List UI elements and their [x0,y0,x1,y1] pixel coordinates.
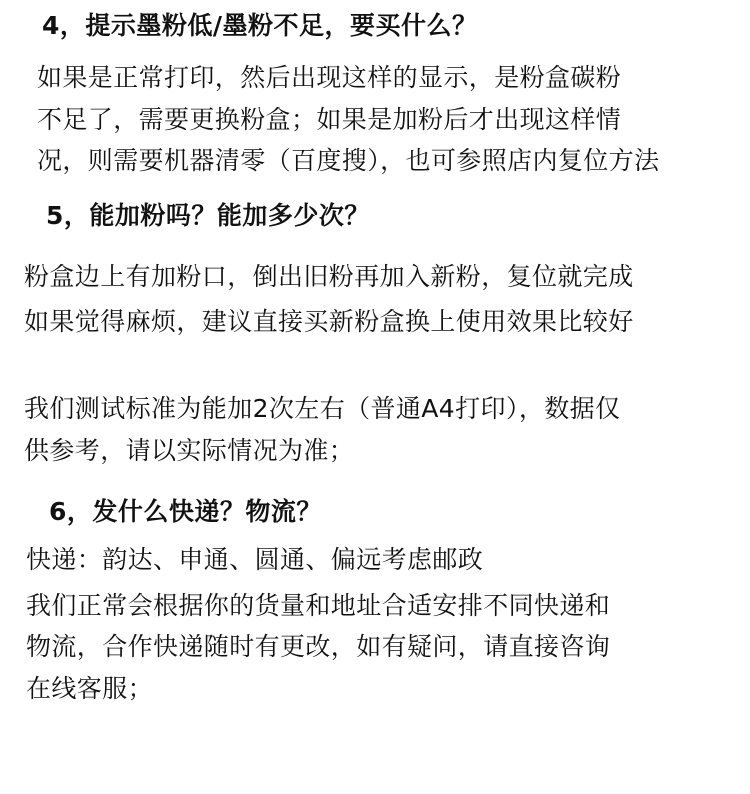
section-6-text-line: 快递：韵达、申通、圆通、偏远考虑邮政 [26,545,484,574]
section-6-text-line: 物流，合作快递随时有更改，如有疑问，请直接咨询 [26,632,611,661]
section-4-text-line: 如果是正常打印，然后出现这样的显示，是粉盒碳粉 [37,63,622,92]
section-5-text-line: 供参考，请以实际情况为准； [24,436,355,465]
section-6-heading: 6，发什么快递？物流？ [49,497,322,526]
section-4-text-line: 况，则需要机器清零（百度搜），也可参照店内复位方法 [37,146,660,175]
section-4-heading: 4，提示墨粉低/墨粉不足，要买什么？ [42,11,478,40]
section-5-heading: 5，能加粉吗？能加多少次？ [46,201,370,230]
section-6-text-line: 在线客服； [26,674,154,703]
section-4-text-line: 不足了，需要更换粉盒；如果是加粉后才出现这样情 [37,105,622,134]
section-5-text-line: 粉盒边上有加粉口，倒出旧粉再加入新粉，复位就完成 [24,262,634,291]
section-5-text-line: 我们测试标准为能加2次左右（普通A4打印），数据仅 [24,394,621,423]
section-6-text-line: 我们正常会根据你的货量和地址合适安排不同快递和 [26,591,611,620]
section-5-text-line: 如果觉得麻烦，建议直接买新粉盒换上使用效果比较好 [24,307,634,336]
